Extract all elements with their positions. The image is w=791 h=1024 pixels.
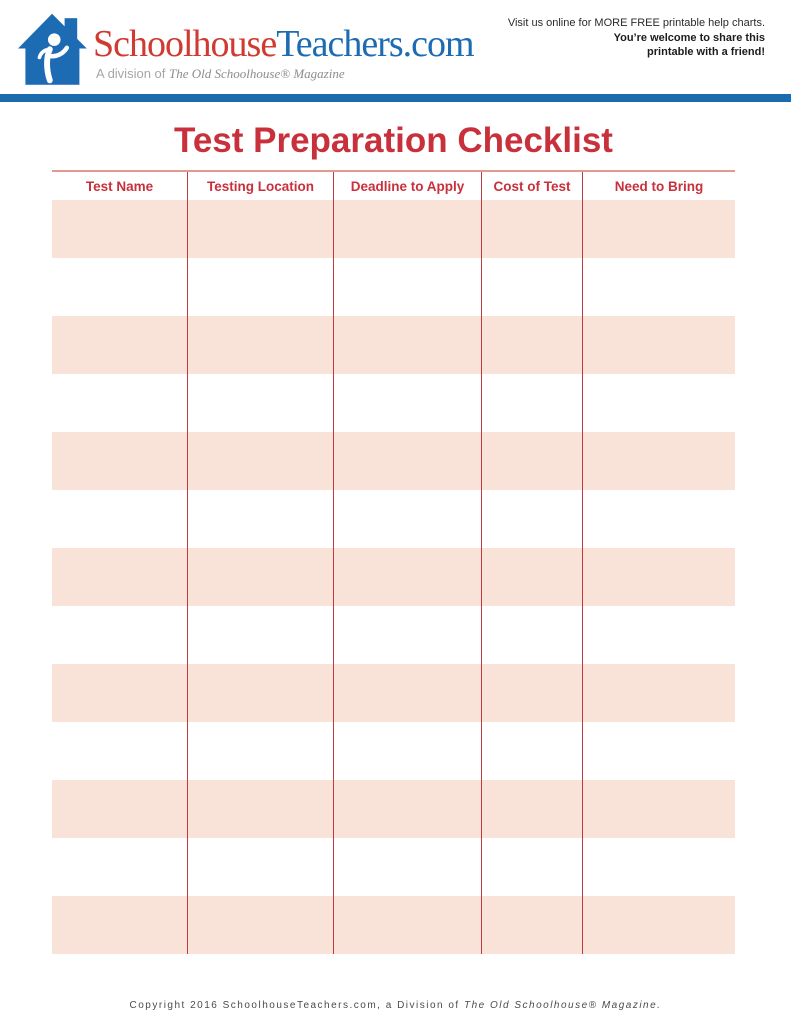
promo-line-3: printable with a friend! <box>647 46 765 58</box>
table-cell <box>583 896 735 954</box>
table-cell <box>482 316 583 374</box>
copyright-magazine-title: The Old Schoolhouse® Magazine. <box>464 1000 662 1011</box>
brand-wordmark-schoolhouse: Schoolhouse <box>93 23 277 65</box>
table-cell <box>583 606 735 664</box>
column-header-test-name: Test Name <box>52 172 188 200</box>
schoolhouse-logo-icon <box>17 13 93 87</box>
header-divider-bar <box>0 94 791 102</box>
table-cell <box>334 200 482 258</box>
table-cell <box>583 316 735 374</box>
table-cell <box>334 896 482 954</box>
brand-tagline-prefix: A division of <box>96 66 169 81</box>
table-cell <box>583 838 735 896</box>
brand-tagline <box>96 66 345 82</box>
table-cell <box>52 374 188 432</box>
table-cell <box>52 606 188 664</box>
table-cell <box>334 548 482 606</box>
column-header-deadline-to-apply: Deadline to Apply <box>334 172 482 200</box>
promo-line-1: Visit us online for MORE FREE printable help charts. <box>507 17 765 29</box>
table-cell <box>334 606 482 664</box>
promo-line-2: You’re welcome to share this <box>613 31 765 44</box>
table-cell <box>482 664 583 722</box>
table-cell <box>188 896 334 954</box>
table-row <box>52 258 735 316</box>
table-row <box>52 490 735 548</box>
table-body <box>52 200 735 954</box>
table-row <box>52 374 735 432</box>
table-cell <box>188 664 334 722</box>
table-row <box>52 548 735 606</box>
table-cell <box>482 200 583 258</box>
table-cell <box>583 432 735 490</box>
table-cell <box>583 664 735 722</box>
table-header-row <box>52 172 735 200</box>
table-cell <box>52 896 188 954</box>
table-cell <box>482 780 583 838</box>
table-row <box>52 664 735 722</box>
promo-text <box>508 16 765 60</box>
table-cell <box>583 200 735 258</box>
table-cell <box>482 896 583 954</box>
table-row <box>52 722 735 780</box>
table-cell <box>188 490 334 548</box>
table-cell <box>334 664 482 722</box>
table-row <box>52 316 735 374</box>
table-cell <box>52 316 188 374</box>
table-cell <box>188 780 334 838</box>
table-cell <box>52 432 188 490</box>
table-cell <box>482 432 583 490</box>
table-cell <box>188 258 334 316</box>
table-cell <box>188 838 334 896</box>
table-cell <box>482 838 583 896</box>
table-cell <box>482 606 583 664</box>
table-cell <box>188 606 334 664</box>
table-cell <box>334 838 482 896</box>
column-header-testing-location: Testing Location <box>188 172 334 200</box>
table-cell <box>583 490 735 548</box>
table-cell <box>334 316 482 374</box>
column-header-need-to-bring: Need to Bring <box>614 178 704 194</box>
table-row <box>52 200 735 258</box>
table-cell <box>52 722 188 780</box>
brand-wordmark <box>93 24 474 64</box>
table-cell <box>482 374 583 432</box>
table-cell <box>583 780 735 838</box>
table-row <box>52 780 735 838</box>
table-cell <box>334 432 482 490</box>
table-cell <box>52 258 188 316</box>
copyright-text: Copyright 2016 SchoolhouseTeachers.com, a Division of <box>129 1000 464 1011</box>
table-cell <box>52 838 188 896</box>
brand-wordmark-teachers-com: Teachers.com <box>276 23 474 65</box>
table-cell <box>482 722 583 780</box>
table-cell <box>188 548 334 606</box>
table-cell <box>52 490 188 548</box>
table-cell <box>188 200 334 258</box>
table-cell <box>583 374 735 432</box>
table-cell <box>482 548 583 606</box>
table-cell <box>334 258 482 316</box>
table-cell <box>583 258 735 316</box>
table-row <box>52 838 735 896</box>
table-cell <box>188 722 334 780</box>
checklist-table <box>52 170 735 954</box>
table-cell <box>52 664 188 722</box>
page-title: Test Preparation Checklist <box>174 121 613 160</box>
table-cell <box>334 490 482 548</box>
table-row <box>52 432 735 490</box>
table-cell <box>52 780 188 838</box>
brand-tagline-magazine: The Old Schoolhouse® Magazine <box>169 66 345 81</box>
table-cell <box>334 780 482 838</box>
table-cell <box>188 374 334 432</box>
table-cell <box>334 374 482 432</box>
table-cell <box>52 548 188 606</box>
copyright-footer <box>0 1000 791 1011</box>
table-row <box>52 896 735 954</box>
table-row <box>52 606 735 664</box>
table-cell <box>482 258 583 316</box>
table-cell <box>188 432 334 490</box>
table-cell <box>583 548 735 606</box>
table-cell <box>52 200 188 258</box>
table-cell <box>482 490 583 548</box>
column-header-cost-of-test: Cost of Test <box>482 172 583 200</box>
table-cell <box>334 722 482 780</box>
table-cell <box>583 722 735 780</box>
table-cell <box>188 316 334 374</box>
